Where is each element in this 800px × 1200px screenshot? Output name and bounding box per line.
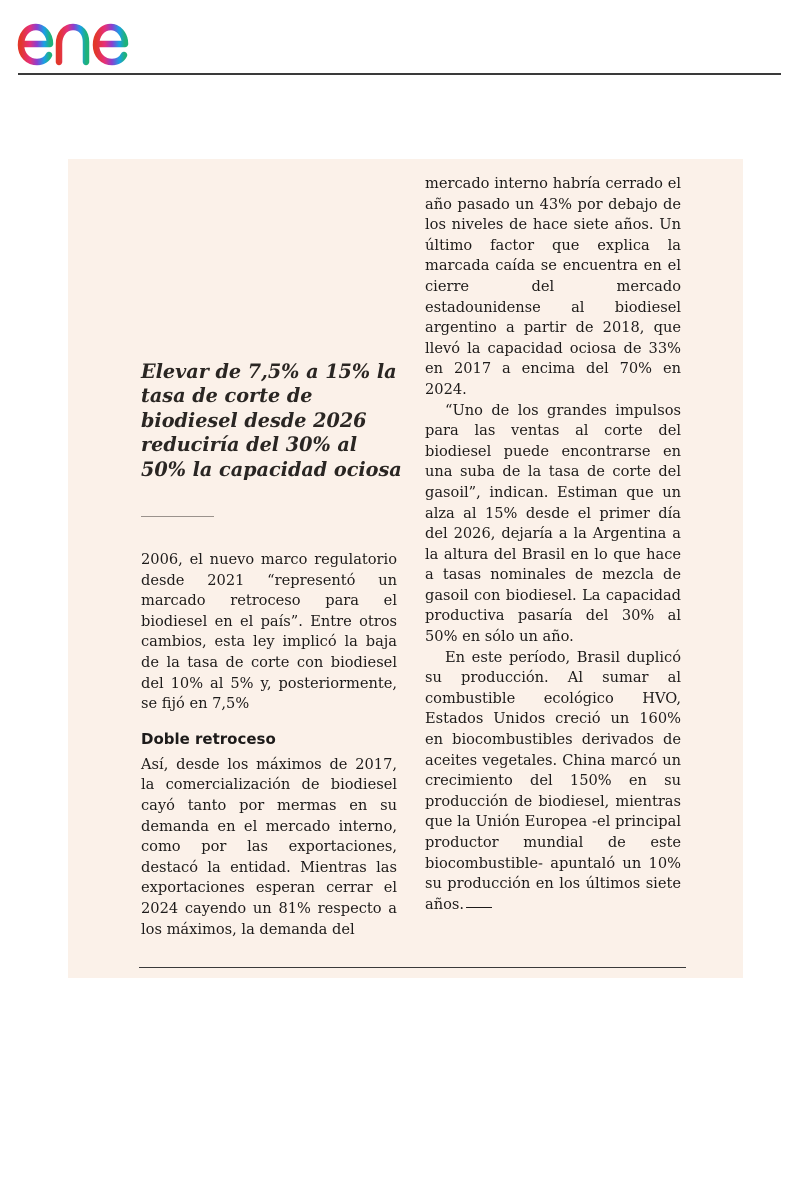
headline-divider bbox=[141, 516, 214, 517]
left-paragraph-1: 2006, el nuevo marco regulatorio desde 2021 “representó un marcado retroceso para el biodiesel en el país”. Entre otros cambios, esta ley implicó la baja de la tasa de corte con biodiesel del 10% al 5% y, posteriormente, se fijó en 7,5% bbox=[141, 551, 397, 713]
right-paragraph-2: “Uno de los grandes impulsos para las ventas al corte del biodiesel puede encontrarse en una suba de la tasa de corte del gasoil”, indican. Estiman que un alza al 15% desde el primer día del 2026, dejaría a la Argentina a la altura del Brasil en lo que hace a tasas nominales de mezcla de gasoil con biodiesel. La capacidad productiva pasaría del 30% al 50% en sólo un año. bbox=[425, 401, 681, 646]
header-rule bbox=[18, 73, 781, 75]
left-column bbox=[141, 550, 397, 940]
end-mark bbox=[466, 907, 492, 908]
right-paragraph-3-text: En este período, Brasil duplicó su producción. Al sumar al combustible ecológico HVO, Estados Unidos creció un 160% en biocombustibles derivados de aceites vegetales. China marcó un crecimiento del 150% en su producción de biodiesel, mientras que la Unión Europea -el principal productor mundial de este biocombustible- apuntaló un 10% su producción en los últimos siete años. bbox=[425, 648, 681, 913]
right-column bbox=[425, 174, 681, 915]
enel-logo bbox=[16, 8, 176, 70]
right-paragraph-1: mercado interno habría cerrado el año pasado un 43% por debajo de los niveles de hace siete años. Un último factor que explica la marcada caída se encuentra en el cierre del mercado estadounidense al biodiesel argentino a partir de 2018, que llevó la capacidad ociosa de 33% en 2017 a encima del 70% en 2024. bbox=[425, 175, 681, 398]
left-paragraph-2: Así, desde los máximos de 2017, la comercialización de biodiesel cayó tanto por mermas en su demanda en el mercado interno, como por las exportaciones, destacó la entidad. Mientras las exportaciones esperan cerrar el 2024 cayendo un 81% respecto a los máximos, la demanda del bbox=[141, 755, 397, 938]
section-subhead: Doble retroceso bbox=[141, 729, 276, 748]
article-bottom-rule bbox=[139, 967, 686, 968]
right-paragraph-3 bbox=[425, 648, 681, 916]
article-headline: Elevar de 7,5% a 15% la tasa de corte de biodiesel desde 2026 reduciría del 30% al 50% la capacidad ociosa bbox=[141, 360, 402, 481]
